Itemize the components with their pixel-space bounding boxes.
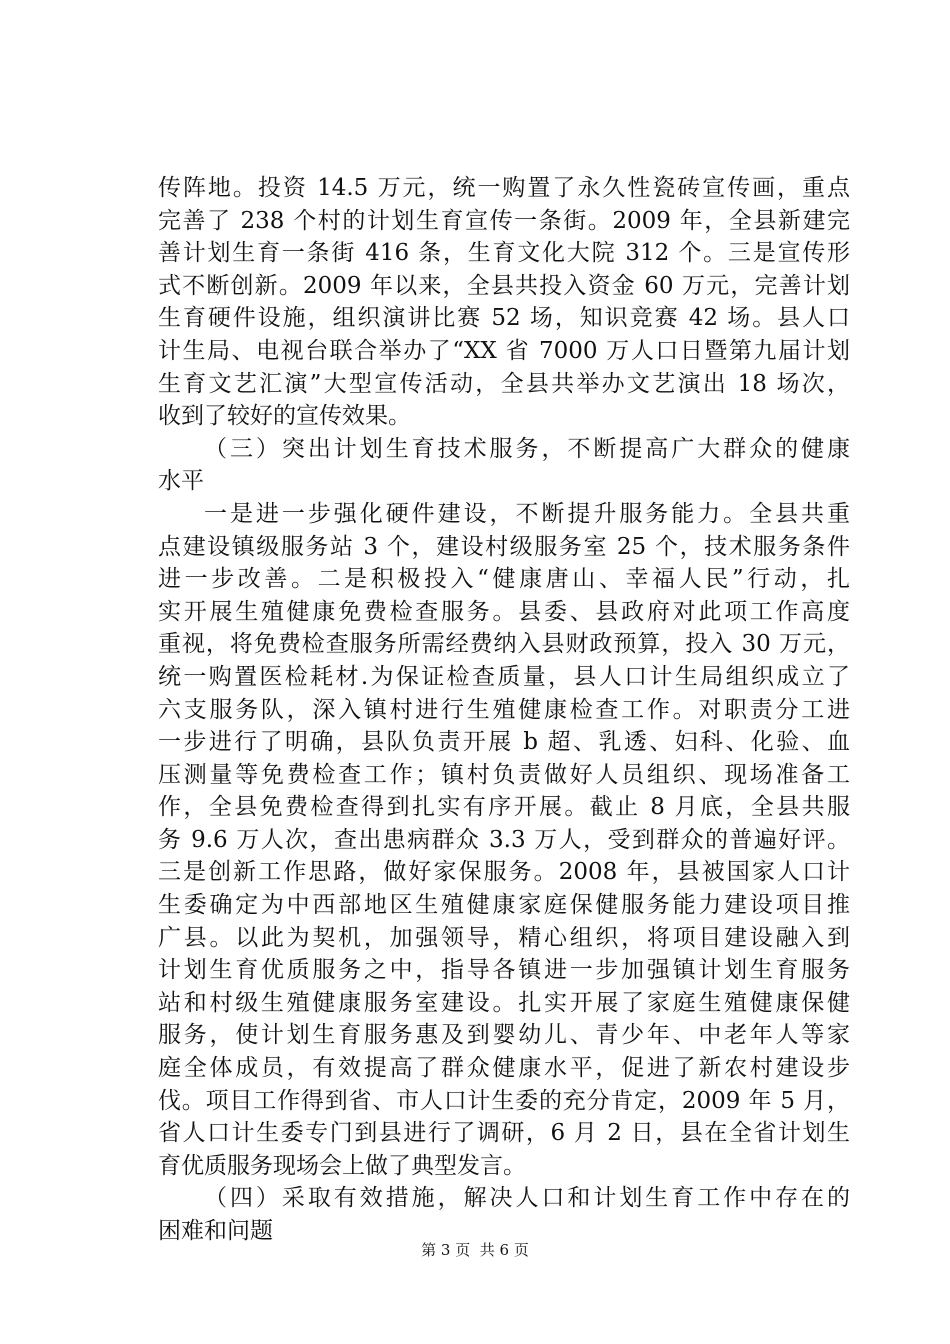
text-line: 一步进行了明确，县队负责开展 b 超、乳透、妇科、化验、血 (158, 729, 850, 756)
text-line: 六支服务队，深入镇村进行生殖健康检查工作。对职责分工进 (158, 696, 850, 723)
text-line: 重视，将免费检查服务所需经费纳入县财政预算，投入 30 万元， (158, 631, 850, 658)
text-line: （三）突出计划生育技术服务，不断提高广大群众的健康 (204, 435, 850, 462)
text-line: 伐。项目工作得到省、市人口计生委的充分肯定，2009 年 5 月， (158, 1087, 850, 1114)
text-line: 实开展生殖健康免费检查服务。县委、县政府对此项工作高度 (158, 598, 850, 625)
text-line: 计划生育优质服务之中，指导各镇进一步加强镇计划生育服务 (158, 957, 850, 984)
text-line: 一是进一步强化硬件建设，不断提升服务能力。全县共重 (204, 500, 850, 527)
text-line: 生育硬件设施，组织演讲比赛 52 场，知识竞赛 42 场。县人口 (158, 305, 850, 332)
text-line: 服务，使计划生育服务惠及到婴幼儿、青少年、中老年人等家 (158, 1022, 850, 1049)
text-line: 传阵地。投资 14.5 万元，统一购置了永久性瓷砖宣传画，重点 (158, 175, 850, 201)
text-line: 善计划生育一条街 416 条，生育文化大院 312 个。三是宣传形 (158, 240, 850, 267)
text-line: 庭全体成员，有效提高了群众健康水平，促进了新农村建设步 (158, 1055, 850, 1082)
text-line: 三是创新工作思路，做好家保服务。2008 年，县被国家人口计 (158, 859, 850, 886)
page-number-label: 第 3 页 共 6 页 (421, 1241, 529, 1259)
text-line: 务 9.6 万人次，查出患病群众 3.3 万人，受到群众的普遍好评。 (158, 826, 850, 853)
text-line: 式不断创新。2009 年以来，全县共投入资金 60 万元，完善计划 (158, 272, 850, 299)
text-line: 省人口计生委专门到县进行了调研，6 月 2 日，县在全省计划生 (158, 1120, 850, 1147)
text-line: 作，全县免费检查得到扎实有序开展。截止 8 月底，全县共服 (158, 794, 850, 821)
text-line: 育优质服务现场会上做了典型发言。 (158, 1152, 526, 1179)
text-line: 收到了较好的宣传效果。 (158, 403, 411, 430)
text-line: （四）采取有效措施，解决人口和计划生育工作中存在的 (204, 1185, 850, 1212)
text-line: 统一购置医检耗材.为保证检查质量，县人口计生局组织成立了 (158, 663, 850, 690)
text-line: 完善了 238 个村的计划生育宣传一条街。2009 年，全县新建完 (158, 207, 850, 234)
text-line: 压测量等免费检查工作；镇村负责做好人员组织、现场准备工 (158, 761, 850, 788)
text-line: 点建设镇级服务站 3 个，建设村级服务室 25 个，技术服务条件 (158, 533, 850, 560)
text-line: 生委确定为中西部地区生殖健康家庭保健服务能力建设项目推 (158, 892, 850, 919)
text-line: 进一步改善。二是积极投入“健康唐山、幸福人民”行动，扎 (158, 566, 850, 593)
text-line: 生育文艺汇演”大型宣传活动，全县共举办文艺演出 18 场次， (158, 370, 850, 397)
text-line: 计生局、电视台联合举办了“XX 省 7000 万人口日暨第九届计划 (158, 337, 850, 364)
text-line: 站和村级生殖健康服务室建设。扎实开展了家庭生殖健康保健 (158, 989, 850, 1016)
page-footer (0, 1240, 950, 1260)
text-line: 困难和问题 (158, 1218, 273, 1244)
text-line: 广县。以此为契机，加强领导，精心组织，将项目建设融入到 (158, 924, 850, 951)
text-line: 水平 (158, 468, 204, 495)
document-body (158, 172, 850, 1248)
